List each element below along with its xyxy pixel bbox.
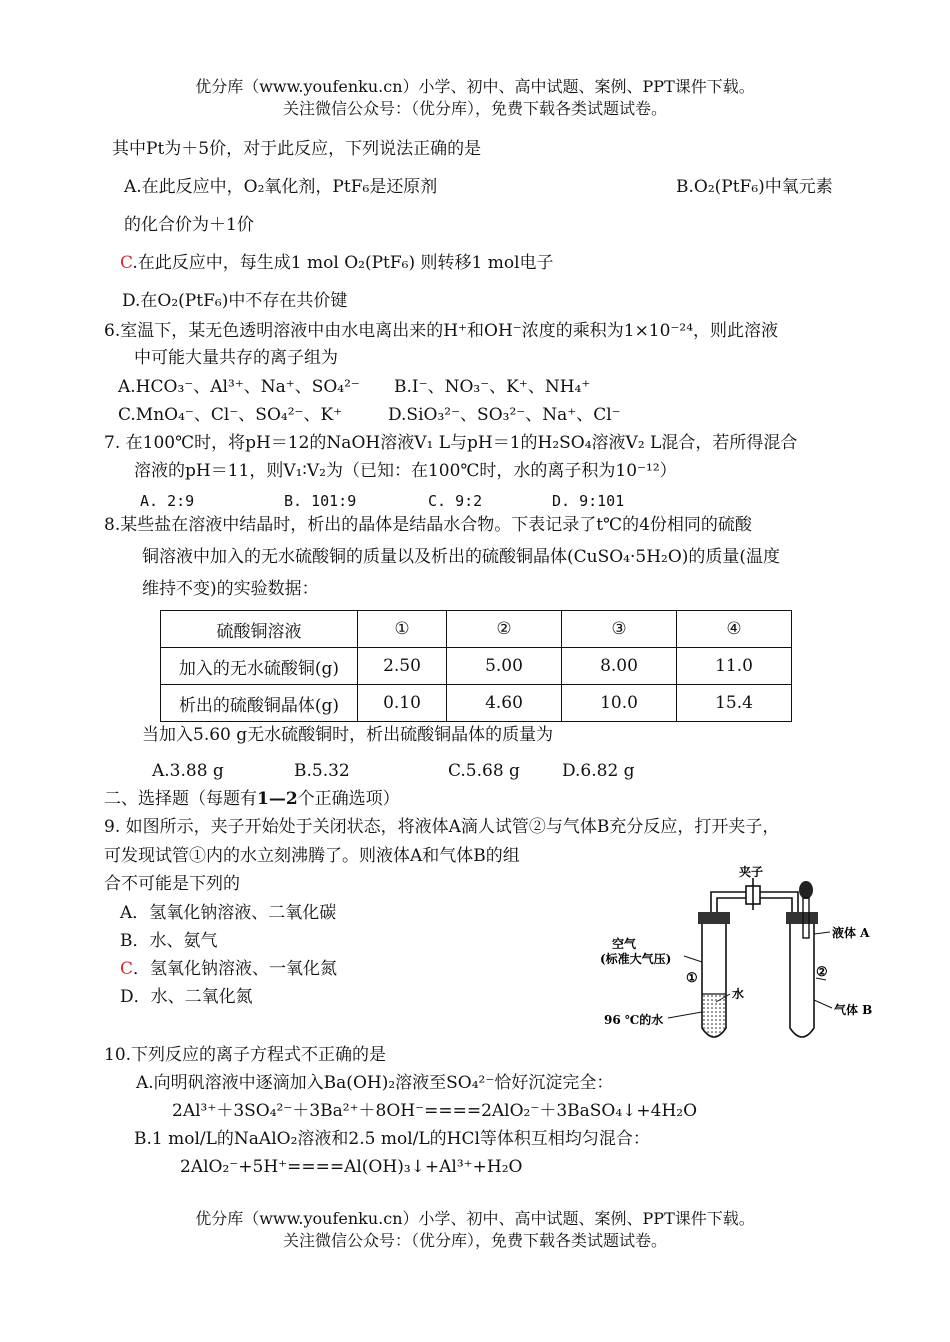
- label-hot-water: 96 ℃的水: [604, 1013, 664, 1027]
- q10-option-b-equation: 2AlO₂⁻+5H⁺====Al(OH)₃↓+Al³⁺+H₂O: [180, 1157, 523, 1177]
- table-header-cell: ②: [447, 611, 562, 648]
- stopper-1: [698, 912, 730, 924]
- q5-option-c: C.在此反应中，每生成1 mol O₂(PtF₆) 则转移1 mol电子: [120, 253, 554, 273]
- table-header-cell: ①: [358, 611, 447, 648]
- label-water: 水: [732, 987, 745, 1001]
- q8-stem-3: 维持不变)的实验数据：: [142, 579, 319, 599]
- table-header-cell: ④: [677, 611, 792, 648]
- q10-option-a: A.向明矾溶液中逐滴加入Ba(OH)₂溶液至SO₄²⁻恰好沉淀完全：: [136, 1073, 614, 1093]
- table-cell: 4.60: [447, 685, 562, 722]
- footer-line-1: 优分库（www.youfenku.cn）小学、初中、高中试题、案例、PPT课件下载。: [195, 1209, 755, 1228]
- q7-stem-1: 7. 在100℃时，将pH＝12的NaOH溶液V₁ L与pH＝1的H₂SO₄溶液V₂ L混合，若所得混合: [104, 433, 798, 453]
- section-2-title: 二、选择题（每题有1—2个正确选项）: [104, 789, 400, 809]
- q9-option-d: D．水、二氧化氮: [120, 987, 253, 1007]
- q7-option-b: B. 101:9: [284, 492, 357, 510]
- table-cell: 0.10: [358, 685, 447, 722]
- table-cell: 加入的无水硫酸铜(g): [161, 648, 358, 685]
- table-cell: 11.0: [677, 648, 792, 685]
- q9-stem-2: 可发现试管①内的水立刻沸腾了。则液体A和气体B的组: [104, 846, 520, 866]
- q5-option-b-cont: 的化合价为＋1价: [124, 215, 254, 235]
- footer-line-2: 关注微信公众号：（优分库），免费下载各类试题试卷。: [282, 1231, 667, 1250]
- label-gas-b: 气体 B: [834, 1003, 873, 1017]
- q7-stem-2: 溶液的pH＝11，则V₁∶V₂为（已知：在100℃时，水的离子积为10⁻¹²）: [134, 461, 677, 481]
- q10-stem: 10.下列反应的离子方程式不正确的是: [104, 1045, 387, 1065]
- q6-option-d: D.SiO₃²⁻、SO₃²⁻、Na⁺、Cl⁻: [388, 405, 621, 425]
- table-cell: 析出的硫酸铜晶体(g): [161, 685, 358, 722]
- table-cell: 8.00: [562, 648, 677, 685]
- q5-option-d: D.在O₂(PtF₆)中不存在共价键: [122, 291, 348, 311]
- q8-stem-2: 铜溶液中加入的无水硫酸铜的质量以及析出的硫酸铜晶体(CuSO₄·5H₂O)的质量(温度: [142, 547, 781, 567]
- q10-option-a-equation: 2Al³⁺＋3SO₄²⁻＋3Ba²⁺＋8OH⁻====2AlO₂⁻＋3BaSO₄↓+4H₂O: [172, 1101, 698, 1121]
- q5-option-b: B.O₂(PtF₆)中氧元素: [676, 177, 833, 197]
- table-cell: 2.50: [358, 648, 447, 685]
- q8-question: 当加入5.60 g无水硫酸铜时，析出硫酸铜晶体的质量为: [142, 725, 554, 745]
- label-tube-1: ①: [686, 971, 698, 986]
- q9-stem-3: 合不可能是下列的: [104, 874, 240, 894]
- table-header-cell: 硫酸铜溶液: [161, 611, 358, 648]
- header-line-1: 优分库（www.youfenku.cn）小学、初中、高中试题、案例、PPT课件下载。: [195, 77, 755, 96]
- q10-option-b: B.1 mol/L的NaAlO₂溶液和2.5 mol/L的HCl等体积互相均匀混合：: [134, 1129, 650, 1149]
- stopper-2: [786, 912, 818, 924]
- q8-option-c: C.5.68 g: [448, 761, 520, 781]
- q8-stem-1: 8.某些盐在溶液中结晶时，析出的晶体是结晶水合物。下表记录了t℃的4份相同的硫酸: [104, 515, 752, 535]
- q7-option-a: A. 2:9: [140, 492, 195, 510]
- q6-option-c: C.MnO₄⁻、Cl⁻、SO₄²⁻、K⁺: [118, 405, 343, 425]
- q9-option-b: B．水、氨气: [120, 931, 218, 951]
- label-standard-pressure: (标准大气压): [600, 952, 672, 966]
- q8-data-table: [160, 610, 792, 722]
- q6-stem-1: 6.室温下，某无色透明溶液中由水电离出来的H⁺和OH⁻浓度的乘积为1×10⁻²⁴，则此溶液: [104, 321, 779, 341]
- label-air: 空气: [612, 937, 637, 951]
- label-clip: 夹子: [739, 865, 764, 879]
- table-cell: 10.0: [562, 685, 677, 722]
- q9-stem-1: 9. 如图所示，夹子开始处于关闭状态，将液体A滴人试管②与气体B充分反应，打开夹子，: [104, 817, 780, 837]
- q8-option-d: D.6.82 g: [562, 761, 635, 781]
- label-tube-2: ②: [816, 965, 828, 980]
- q9-option-a: A．氢氧化钠溶液、二氧化碳: [120, 903, 337, 923]
- q7-option-c: C. 9:2: [428, 492, 483, 510]
- q5-option-a: A.在此反应中，O₂氧化剂，PtF₆是还原剂: [124, 177, 438, 197]
- answer-mark-c: C: [120, 959, 134, 979]
- clip-icon: [746, 878, 760, 910]
- table-row: [161, 648, 792, 685]
- table-row: [161, 685, 792, 722]
- q8-option-a: A.3.88 g: [152, 761, 224, 781]
- q7-option-d: D. 9:101: [552, 492, 625, 510]
- q6-option-a: A.HCO₃⁻、Al³⁺、Na⁺、SO₄²⁻: [118, 377, 360, 397]
- test-tube-2: [790, 924, 814, 1037]
- table-cell: 15.4: [677, 685, 792, 722]
- dropper-icon: [799, 881, 813, 938]
- table-header-row: [161, 611, 792, 648]
- header-line-2: 关注微信公众号：（优分库），免费下载各类试题试卷。: [282, 99, 667, 118]
- test-tube-1: [702, 924, 726, 1037]
- q5-stem: 其中Pt为＋5价，对于此反应，下列说法正确的是: [112, 139, 482, 159]
- test-tube-apparatus-figure: [598, 862, 880, 1052]
- table-header-cell: ③: [562, 611, 677, 648]
- q6-option-b: B.I⁻、NO₃⁻、K⁺、NH₄⁺: [394, 377, 591, 397]
- answer-mark-c: C: [120, 253, 133, 273]
- table-cell: 5.00: [447, 648, 562, 685]
- q9-option-c: C．氢氧化钠溶液、一氧化氮: [120, 959, 338, 979]
- q8-option-b: B.5.32: [294, 761, 350, 781]
- label-liquid-a: 液体 A: [832, 926, 870, 940]
- q6-stem-2: 中可能大量共存的离子组为: [134, 348, 338, 368]
